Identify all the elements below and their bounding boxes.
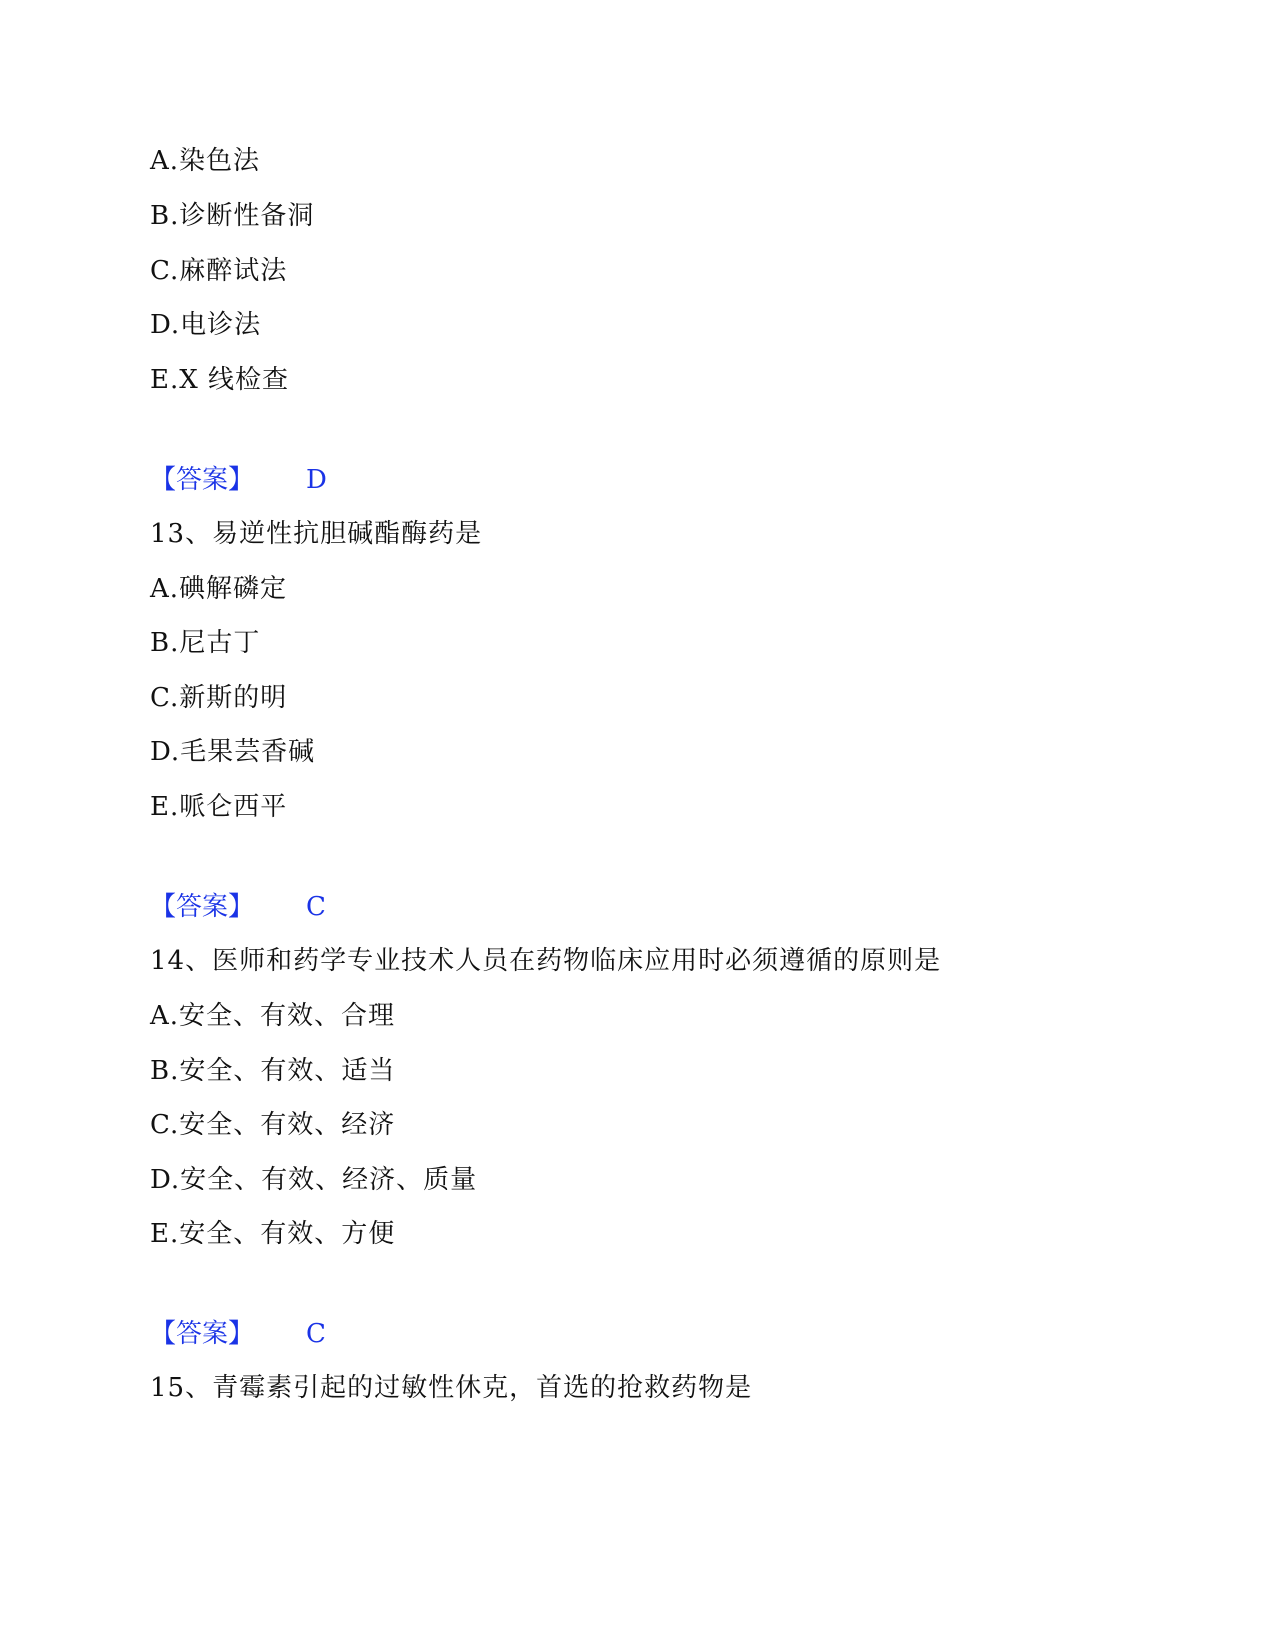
option-13-b: B.尼古丁 [150, 628, 261, 658]
option-13-d: D.毛果芸香碱 [150, 737, 316, 767]
option-12-b: B.诊断性备洞 [150, 201, 315, 231]
option-12-e: E.X 线检查 [150, 365, 290, 395]
option-14-c: C.安全、有效、经济 [150, 1110, 396, 1140]
answer-14 [150, 1318, 326, 1350]
option-14-d: D.安全、有效、经济、质量 [150, 1165, 478, 1195]
option-14-a: A.安全、有效、合理 [150, 1001, 396, 1031]
option-14-e: E.安全、有效、方便 [150, 1219, 396, 1249]
option-12-a: A.染色法 [150, 146, 261, 176]
question-15: 15、青霉素引起的过敏性休克，首选的抢救药物是 [150, 1373, 753, 1403]
answer-label: 【答案】 [150, 892, 255, 922]
option-13-a: A.碘解磷定 [150, 574, 288, 604]
answer-12 [150, 464, 327, 496]
answer-value: C [306, 1319, 326, 1349]
answer-value: D [306, 465, 327, 495]
answer-13 [150, 891, 326, 923]
answer-label: 【答案】 [150, 465, 255, 495]
option-14-b: B.安全、有效、适当 [150, 1056, 396, 1086]
question-14: 14、医师和药学专业技术人员在药物临床应用时必须遵循的原则是 [150, 946, 942, 976]
option-13-c: C.新斯的明 [150, 683, 288, 713]
option-13-e: E.哌仑西平 [150, 792, 288, 822]
answer-label: 【答案】 [150, 1319, 255, 1349]
option-12-d: D.电诊法 [150, 310, 262, 340]
option-12-c: C.麻醉试法 [150, 256, 288, 286]
question-13: 13、易逆性抗胆碱酯酶药是 [150, 519, 483, 549]
answer-value: C [306, 892, 326, 922]
